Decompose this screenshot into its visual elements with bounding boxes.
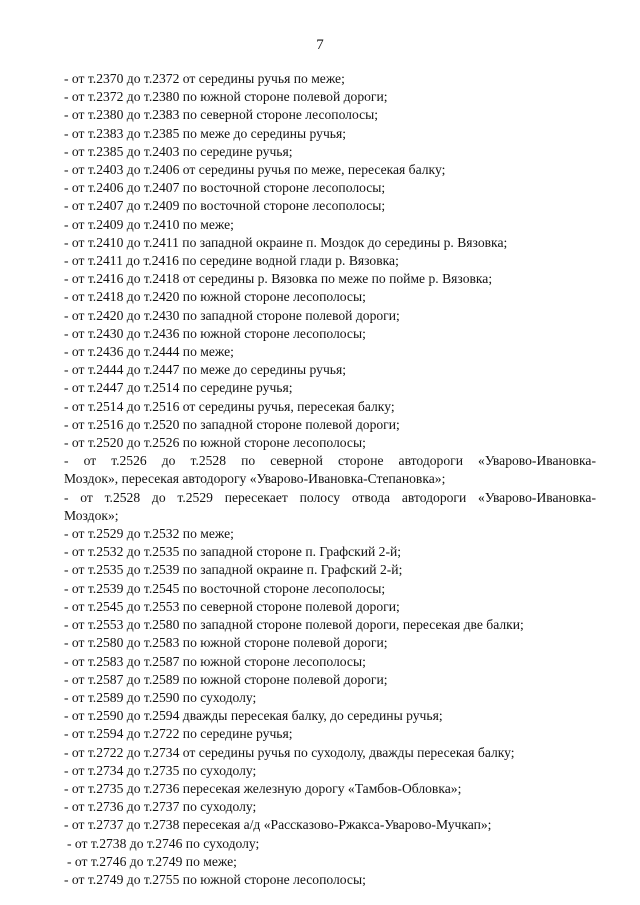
- text-line: - от т.2587 до т.2589 по южной стороне полевой дороги;: [64, 671, 388, 687]
- text-line: - от т.2406 до т.2407 по восточной стороне лесополосы;: [64, 180, 386, 196]
- text-line: - от т.2436 до т.2444 по меже;: [64, 344, 234, 360]
- text-line: - от т.2514 до т.2516 от середины ручья, пересекая балку;: [64, 398, 395, 414]
- text-line: Моздок»;: [64, 507, 119, 523]
- text-line: - от т.2418 до т.2420 по южной стороне лесополосы;: [64, 289, 366, 305]
- text-line: - от т.2420 до т.2430 по западной стороне полевой дороги;: [64, 307, 400, 323]
- text-line: - от т.2539 до т.2545 по восточной стороне лесополосы;: [64, 580, 386, 596]
- text-line: - от т.2545 до т.2553 по северной стороне полевой дороги;: [64, 598, 400, 614]
- text-line: - от т.2409 до т.2410 по меже;: [64, 216, 234, 232]
- text-line: - от т.2580 до т.2583 по южной стороне полевой дороги;: [64, 635, 388, 651]
- text-line: - от т.2749 до т.2755 по южной стороне лесополосы;: [64, 871, 366, 887]
- text-line: - от т.2372 до т.2380 по южной стороне полевой дороги;: [64, 89, 388, 105]
- text-line: - от т.2553 до т.2580 по западной стороне полевой дороги, пересекая две балки;: [64, 617, 524, 633]
- text-line: - от т.2526 до т.2528 по северной стороне автодороги «Уварово-Ивановка-: [64, 453, 596, 469]
- text-line: - от т.2444 до т.2447 по меже до середины ручья;: [64, 362, 347, 378]
- page-number: 7: [316, 37, 324, 53]
- boundary-description: [64, 70, 596, 889]
- text-line: - от т.2722 до т.2734 от середины ручья по суходолу, дважды пересекая балку;: [64, 744, 515, 760]
- text-line: - от т.2535 до т.2539 по западной окраине п. Графский 2-й;: [64, 562, 403, 578]
- text-line: - от т.2520 до т.2526 по южной стороне лесополосы;: [64, 435, 366, 451]
- text-line: - от т.2736 до т.2737 по суходолу;: [64, 799, 257, 815]
- text-line: - от т.2383 до т.2385 по меже до середины ручья;: [64, 125, 347, 141]
- text-line: Моздок», пересекая автодорогу «Уварово-Ивановка-Степановка»;: [64, 471, 446, 487]
- text-line: - от т.2734 до т.2735 по суходолу;: [64, 762, 257, 778]
- text-line: - от т.2589 до т.2590 по суходолу;: [64, 689, 257, 705]
- text-line: - от т.2370 до т.2372 от середины ручья по меже;: [64, 71, 345, 86]
- text-line: - от т.2403 до т.2406 от середины ручья по меже, пересекая балку;: [64, 162, 446, 178]
- text-line: - от т.2410 до т.2411 по западной окраине п. Моздок до середины р. Вязовка;: [64, 234, 508, 250]
- text-line: - от т.2411 до т.2416 по середине водной глади р. Вязовка;: [64, 253, 399, 269]
- text-line: - от т.2430 до т.2436 по южной стороне лесополосы;: [64, 325, 366, 341]
- text-line: - от т.2447 до т.2514 по середине ручья;: [64, 380, 293, 396]
- text-line: - от т.2385 до т.2403 по середине ручья;: [64, 143, 293, 159]
- text-line: - от т.2532 до т.2535 по западной стороне п. Графский 2-й;: [64, 544, 402, 560]
- text-line: - от т.2590 до т.2594 дважды пересекая балку, до середины ручья;: [64, 708, 443, 724]
- text-line: - от т.2528 до т.2529 пересекает полосу отвода автодороги «Уварово-Ивановка-: [64, 489, 596, 505]
- text-line: - от т.2516 до т.2520 по западной стороне полевой дороги;: [64, 416, 400, 432]
- text-line: - от т.2738 до т.2746 по суходолу;: [67, 835, 260, 851]
- text-line: - от т.2737 до т.2738 пересекая а/д «Рассказово-Ржакса-Уварово-Мучкап»;: [64, 817, 492, 833]
- text-line: - от т.2583 до т.2587 по южной стороне лесополосы;: [64, 653, 366, 669]
- text-line: - от т.2529 до т.2532 по меже;: [64, 526, 234, 542]
- text-line: - от т.2416 до т.2418 от середины р. Вязовка по меже по пойме р. Вязовка;: [64, 271, 493, 287]
- text-line: - от т.2407 до т.2409 по восточной стороне лесополосы;: [64, 198, 386, 214]
- text-line: - от т.2594 до т.2722 по середине ручья;: [64, 726, 293, 742]
- text-line: - от т.2380 до т.2383 по северной стороне лесополосы;: [64, 107, 379, 123]
- text-line: - от т.2735 до т.2736 пересекая железную дорогу «Тамбов-Обловка»;: [64, 780, 462, 796]
- text-line: - от т.2746 до т.2749 по меже;: [67, 853, 237, 869]
